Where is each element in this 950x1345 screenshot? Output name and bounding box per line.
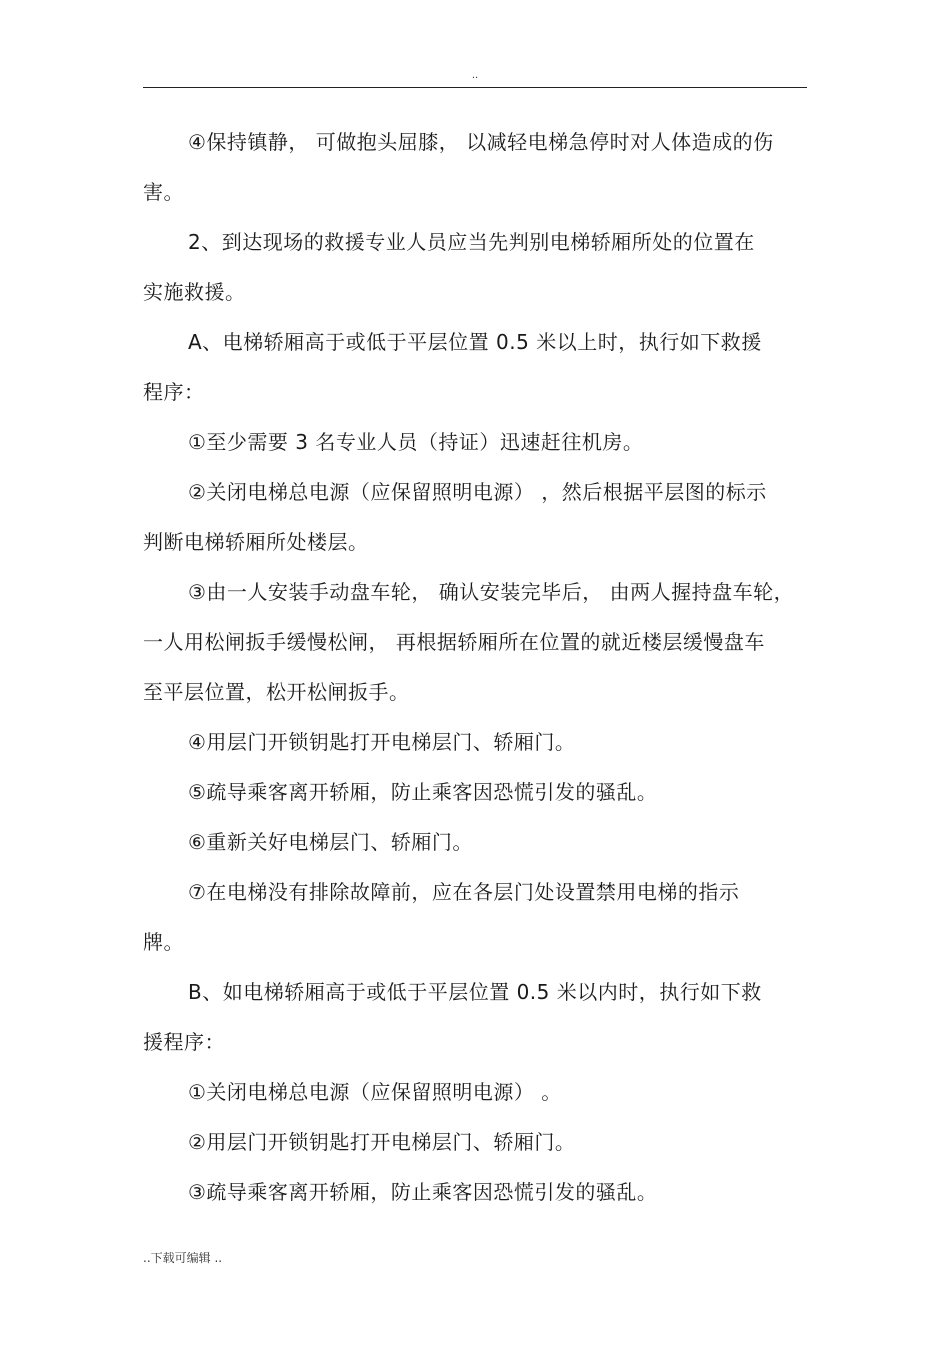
- page-footer-mark: ..下载可编辑 ..: [143, 1251, 223, 1265]
- header-rule: [143, 87, 807, 88]
- text-line: 2、到达现场的救援专业人员应当先判别电梯轿厢所处的位置在: [188, 230, 755, 254]
- text-line: B、如电梯轿厢高于或低于平层位置 0.5 米以内时，执行如下救: [188, 980, 762, 1004]
- text-line: ⑥重新关好电梯层门、轿厢门。: [188, 830, 473, 854]
- text-line: ②用层门开锁钥匙打开电梯层门、轿厢门。: [188, 1130, 576, 1154]
- text-line: 至平层位置，松开松闸扳手。: [143, 680, 410, 704]
- text-line: ②关闭电梯总电源（应保留照明电源） ，然后根据平层图的标示: [188, 480, 767, 504]
- text-line: 程序：: [143, 380, 205, 404]
- text-line: ①关闭电梯总电源（应保留照明电源） 。: [188, 1080, 562, 1104]
- text-line: 害。: [143, 180, 184, 204]
- text-line: ④保持镇静， 可做抱头屈膝， 以减轻电梯急停时对人体造成的伤: [188, 130, 774, 154]
- page-header-mark: ..: [471, 70, 479, 81]
- text-line: ⑦在电梯没有排除故障前，应在各层门处设置禁用电梯的指示: [188, 880, 740, 904]
- text-line: 牌。: [143, 930, 184, 954]
- text-line: ④用层门开锁钥匙打开电梯层门、轿厢门。: [188, 730, 576, 754]
- text-line: 一人用松闸扳手缓慢松闸， 再根据轿厢所在位置的就近楼层缓慢盘车: [143, 630, 765, 654]
- text-line: ③疏导乘客离开轿厢，防止乘客因恐慌引发的骚乱。: [188, 1180, 658, 1204]
- text-line: ③由一人安装手动盘车轮， 确认安装完毕后， 由两人握持盘车轮，: [188, 580, 795, 604]
- text-line: 实施救援。: [143, 280, 246, 304]
- text-line: 判断电梯轿厢所处楼层。: [143, 530, 369, 554]
- text-line: 援程序：: [143, 1030, 225, 1054]
- text-line: ⑤疏导乘客离开轿厢，防止乘客因恐慌引发的骚乱。: [188, 780, 658, 804]
- text-line: A、电梯轿厢高于或低于平层位置 0.5 米以上时，执行如下救援: [188, 330, 762, 354]
- text-line: ①至少需要 3 名专业人员（持证）迅速赶往机房。: [188, 430, 644, 454]
